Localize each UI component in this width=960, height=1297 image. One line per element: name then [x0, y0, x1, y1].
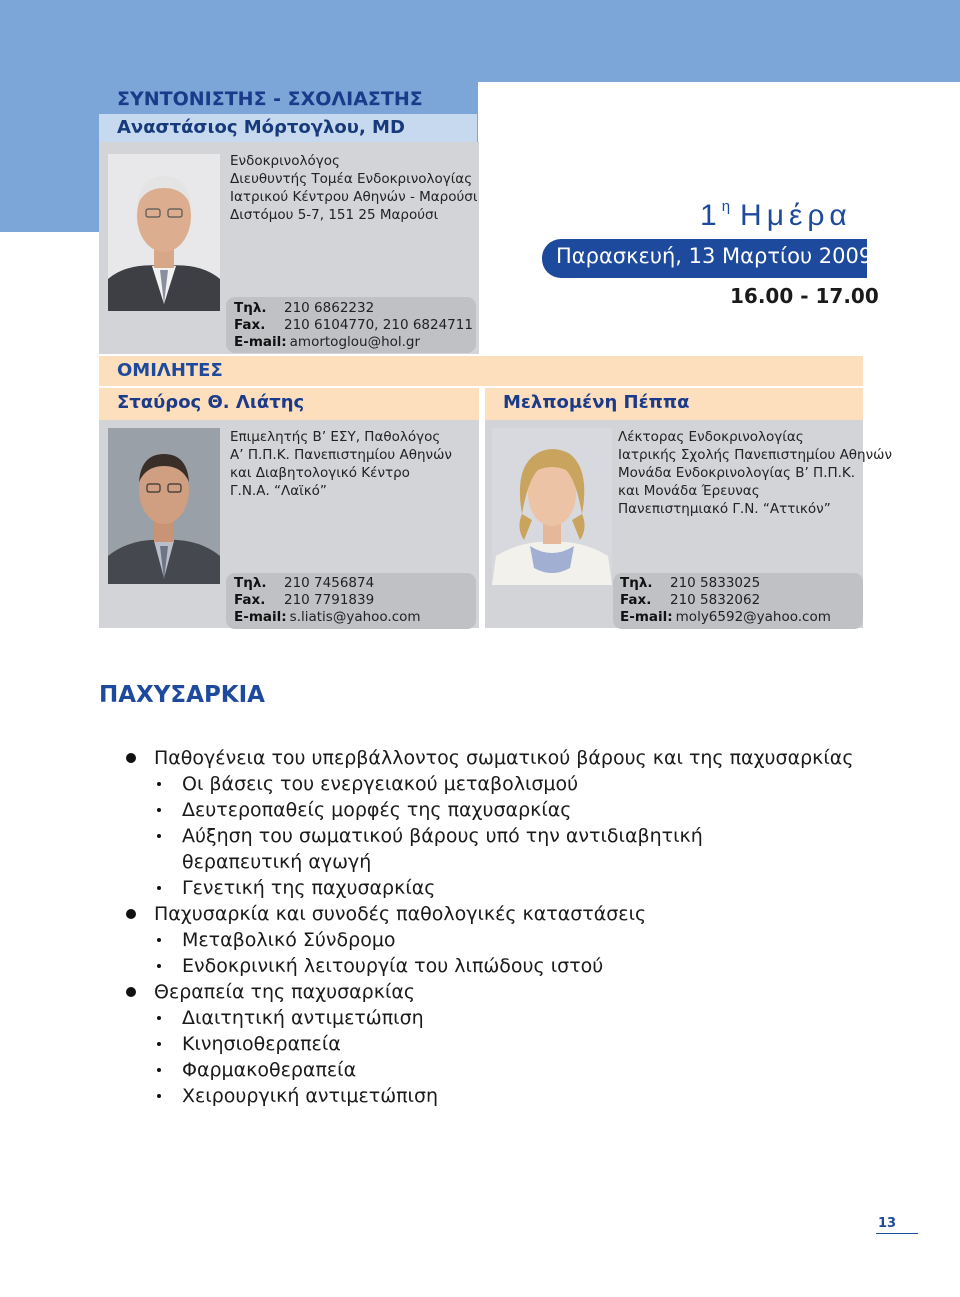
- speaker-line: Ιατρικής Σχολής Πανεπιστημίου Αθηνών: [618, 447, 893, 463]
- speaker-fax: Fax. 210 7791839: [234, 592, 375, 608]
- session-date: Παρασκευή, 13 Μαρτίου 2009: [542, 239, 867, 278]
- subtopic-item: Χειρουργική αντιμετώπιση: [126, 1083, 866, 1109]
- day-title: $1^\eta$ Ημέρα: [700, 198, 852, 232]
- speaker-photo: [108, 428, 220, 584]
- speaker-line: Μονάδα Ενδοκρινολογίας Β’ Π.Π.Κ.: [618, 465, 856, 481]
- subtopic-item: Φαρμακοθεραπεία: [126, 1057, 866, 1083]
- subtopic-item: Κινησιοθεραπεία: [126, 1031, 866, 1057]
- page-number-rule: [876, 1233, 918, 1234]
- speaker-line: Πανεπιστημιακό Γ.Ν. “Αττικόν”: [618, 501, 831, 517]
- topic-item: Παχυσαρκία και συνοδές παθολογικές καταστάσεις: [126, 901, 866, 927]
- coordinator-tel: Τηλ. 210 6862232: [234, 300, 375, 316]
- subtopic-item: Ενδοκρινική λειτουργία του λιπώδους ιστού: [126, 953, 866, 979]
- speaker-line: Γ.Ν.Α. “Λαϊκό”: [230, 483, 327, 499]
- topic-item: Θεραπεία της παχυσαρκίας: [126, 979, 866, 1005]
- coordinator-line: Διστόμου 5-7, 151 25 Μαρούσι: [230, 207, 439, 223]
- speaker-name: Σταύρος Θ. Λιάτης: [99, 388, 479, 420]
- coordinator-line: Ιατρικού Κέντρου Αθηνών - Μαρούσι: [230, 189, 478, 205]
- speaker-line: Λέκτορας Ενδοκρινολογίας: [618, 429, 804, 445]
- coordinator-role-label: ΣΥΝΤΟΝΙΣΤΗΣ - ΣΧΟΛΙΑΣΤΗΣ: [99, 84, 477, 114]
- speaker-photo: [492, 428, 612, 585]
- subtopic-item: Αύξηση του σωματικού βάρους υπό την αντιδιαβητική θεραπευτική αγωγή: [126, 823, 806, 875]
- session-time: 16.00 - 17.00: [730, 284, 879, 308]
- coordinator-photo: [108, 154, 220, 311]
- page-number: 13: [878, 1216, 897, 1231]
- speaker-line: και Διαβητολογικό Κέντρο: [230, 465, 410, 481]
- speaker-tel: Τηλ. 210 7456874: [234, 575, 375, 591]
- speaker-line: και Μονάδα Έρευνας: [618, 483, 760, 499]
- subtopic-item: Δευτεροπαθείς μορφές της παχυσαρκίας: [126, 797, 866, 823]
- coordinator-line: Διευθυντής Τομέα Ενδοκρινολογίας: [230, 171, 473, 187]
- topic-item: Παθογένεια του υπερβάλλοντος σωματικού βάρους και της παχυσαρκίας: [126, 745, 866, 771]
- subtopic-item: Διαιτητική αντιμετώπιση: [126, 1005, 866, 1031]
- subtopic-item: Οι βάσεις του ενεργειακού μεταβολισμού: [126, 771, 866, 797]
- speaker-fax: Fax. 210 5832062: [620, 592, 761, 608]
- topic-list: [126, 745, 866, 1109]
- section-title: ΠΑΧΥΣΑΡΚΙΑ: [99, 682, 265, 708]
- coordinator-name: Αναστάσιος Μόρτογλου, MD: [99, 114, 477, 142]
- speaker-line: Επιμελητής Β’ ΕΣΥ, Παθολόγος: [230, 429, 441, 445]
- speaker-line: Α’ Π.Π.Κ. Πανεπιστημίου Αθηνών: [230, 447, 452, 463]
- coordinator-line: Ενδοκρινολόγος: [230, 153, 340, 169]
- speaker-name: Μελπομένη Πέππα: [485, 388, 863, 420]
- speaker-tel: Τηλ. 210 5833025: [620, 575, 761, 591]
- speakers-label: ΟΜΙΛΗΤΕΣ: [99, 356, 863, 386]
- speaker-email[interactable]: E-mail: moly6592@yahoo.com: [620, 609, 831, 625]
- speaker-email[interactable]: E-mail: s.liatis@yahoo.com: [234, 609, 421, 625]
- coordinator-fax: Fax. 210 6104770, 210 6824711: [234, 317, 473, 333]
- subtopic-item: Γενετική της παχυσαρκίας: [126, 875, 866, 901]
- subtopic-item: Μεταβολικό Σύνδρομο: [126, 927, 866, 953]
- coordinator-email[interactable]: E-mail: amortoglou@hol.gr: [234, 334, 421, 350]
